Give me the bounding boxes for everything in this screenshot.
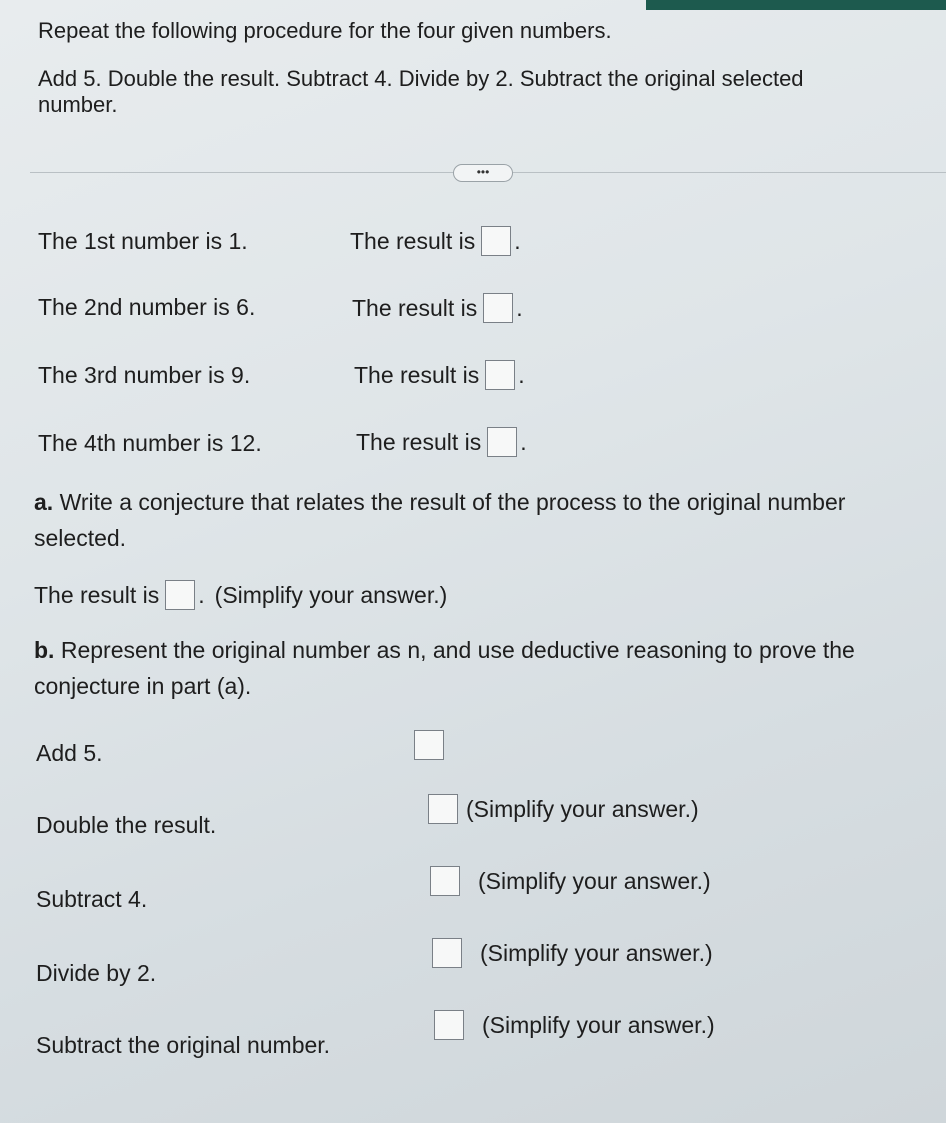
top-accent-bar — [646, 0, 946, 10]
step-3-hint: (Simplify your answer.) — [478, 867, 711, 894]
result-2-row — [352, 293, 523, 323]
instructions-line2: Add 5. Double the result. Subtract 4. Divide by 2. Subtract the original selected number. — [38, 66, 804, 117]
part-a-hint: (Simplify your answer.) — [214, 581, 448, 608]
step-2-answer-row — [428, 794, 699, 824]
step-4-input[interactable] — [432, 938, 462, 968]
step-1-input[interactable] — [414, 730, 444, 760]
result-2-input[interactable] — [483, 293, 513, 323]
step-5-answer-row — [434, 1010, 715, 1040]
result-3-row — [354, 360, 525, 390]
part-a-text: Write a conjecture that relates the result of the process to the original number selected. — [34, 489, 846, 551]
number-3-label: The 3rd number is 9. — [38, 362, 251, 388]
step-1-answer-row — [414, 730, 444, 760]
result-1-row — [350, 226, 521, 256]
step-3-input[interactable] — [430, 866, 460, 896]
result-4-input[interactable] — [487, 427, 517, 457]
instructions-line1: Repeat the following procedure for the four given numbers. — [38, 18, 612, 43]
part-b-prefix: b. — [34, 637, 55, 663]
step-5-hint: (Simplify your answer.) — [482, 1011, 715, 1038]
number-2-label: The 2nd number is 6. — [38, 294, 256, 320]
result-3-input[interactable] — [485, 360, 515, 390]
part-a-answer-label: The result is — [34, 581, 160, 608]
result-1-label: The result is — [350, 227, 476, 254]
part-a-prefix: a. — [34, 489, 54, 515]
period: . — [518, 361, 525, 388]
result-3-label: The result is — [354, 361, 480, 388]
step-3-answer-row — [430, 866, 711, 896]
result-1-input[interactable] — [481, 226, 511, 256]
part-b-question — [34, 632, 914, 704]
part-b-text: Represent the original number as n, and use deductive reasoning to prove the conjecture in part (a). — [34, 637, 855, 699]
step-1-label: Add 5. — [36, 740, 103, 766]
step-4-hint: (Simplify your answer.) — [480, 939, 713, 966]
period: . — [516, 294, 523, 321]
step-4-label: Divide by 2. — [36, 960, 157, 986]
step-5-label: Subtract the original number. — [36, 1032, 331, 1058]
result-4-label: The result is — [356, 428, 482, 455]
step-2-input[interactable] — [428, 794, 458, 824]
step-2-hint: (Simplify your answer.) — [466, 795, 699, 822]
step-4-answer-row — [432, 938, 713, 968]
number-1-label: The 1st number is 1. — [38, 228, 248, 254]
result-4-row — [356, 427, 527, 457]
part-a-answer-row — [34, 580, 447, 610]
period: . — [198, 581, 205, 608]
part-a-answer-input[interactable] — [165, 580, 195, 610]
period: . — [520, 428, 527, 455]
part-a-question — [34, 484, 914, 556]
step-5-input[interactable] — [434, 1010, 464, 1040]
step-2-label: Double the result. — [36, 812, 217, 838]
result-2-label: The result is — [352, 294, 478, 321]
step-3-label: Subtract 4. — [36, 886, 148, 912]
number-4-label: The 4th number is 12. — [38, 430, 262, 456]
show-more-button[interactable]: ••• — [453, 164, 513, 182]
period: . — [514, 227, 521, 254]
